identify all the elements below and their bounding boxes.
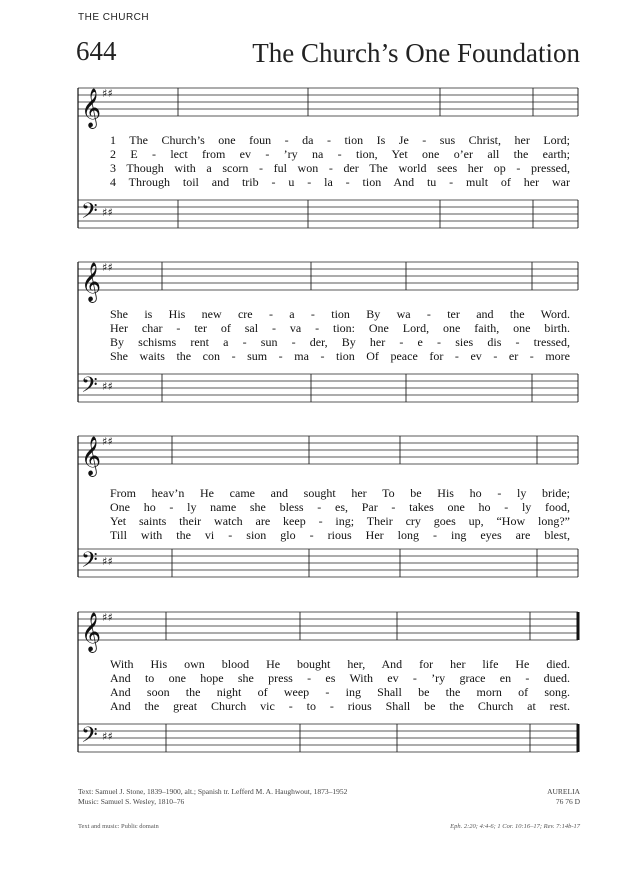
music-credit: Music: Samuel S. Wesley, 1810–76: [78, 797, 185, 806]
scripture-references: Eph. 2:20; 4:4-6; 1 Cor. 10:16–17; Rev. 7:14b-17: [450, 823, 580, 830]
treble-clef-icon: 𝄞: [81, 612, 102, 652]
lyric-line: 2 E - lect from ev - ’ry na - tion, Yet one o’er all the earth;: [110, 147, 570, 161]
lyric-line: One ho - ly name she bless - es, Par - takes one ho - ly food,: [110, 500, 570, 514]
two-sharps-icon: ♯♯: [102, 730, 113, 743]
lyric-line: 3 Though with a scorn - ful won - der The world sees her op - pressed,: [110, 161, 570, 175]
lyric-line: She is His new cre - a - tion By wa - ter and the Word.: [110, 307, 570, 321]
bass-clef-icon: 𝄢: [81, 199, 98, 229]
lyric-line: She waits the con - sum - ma - tion Of peace for - ev - er - more: [110, 349, 570, 363]
tune-info: [547, 787, 580, 807]
two-sharps-icon: ♯♯: [102, 261, 113, 274]
tune-name: AURELIA: [547, 787, 580, 796]
two-sharps-icon: ♯♯: [102, 380, 113, 393]
bass-clef-icon: 𝄢: [81, 548, 98, 578]
lyric-line: And the great Church vic - to - rious Shall be the Church at rest.: [110, 699, 570, 713]
treble-clef-icon: 𝄞: [81, 88, 102, 128]
tune-meter: 76 76 D: [555, 797, 580, 806]
lyric-line: Till with the vi - sion glo - rious Her long - ing eyes are blest,: [110, 528, 570, 542]
two-sharps-icon: ♯♯: [102, 611, 113, 624]
treble-clef-icon: 𝄞: [81, 436, 102, 476]
lyric-line: With His own blood He bought her, And for her life He died.: [110, 657, 570, 671]
credits: [78, 787, 347, 807]
treble-clef-icon: 𝄞: [81, 262, 102, 302]
lyric-line: 4 Through toil and trib - u - la - tion And tu - mult of her war: [110, 175, 570, 189]
bass-clef-icon: 𝄢: [81, 373, 98, 403]
hymn-number: 644: [76, 36, 117, 66]
lyric-line: From heav’n He came and sought her To be His ho - ly bride;: [110, 486, 570, 500]
lyric-line: And to one hope she press - es With ev - ’ry grace en - dued.: [110, 671, 570, 685]
text-credit: Text: Samuel J. Stone, 1839–1900, alt.; Spanish tr. Lefferd M. A. Haughwout, 1873–1952: [78, 787, 348, 796]
lyric-line: Her char - ter of sal - va - tion: One Lord, one faith, one birth.: [110, 321, 570, 335]
section-label: THE CHURCH: [78, 12, 150, 23]
lyric-line: 1 The Church’s one foun - da - tion Is Je - sus Christ, her Lord;: [110, 133, 570, 147]
lyric-line: And soon the night of weep - ing Shall be the morn of song.: [110, 685, 570, 699]
two-sharps-icon: ♯♯: [102, 206, 113, 219]
two-sharps-icon: ♯♯: [102, 435, 113, 448]
two-sharps-icon: ♯♯: [102, 555, 113, 568]
lyric-line: Yet saints their watch are keep - ing; Their cry goes up, “How long?”: [110, 514, 570, 528]
copyright-note: Text and music: Public domain: [78, 823, 159, 830]
lyric-line: By schisms rent a - sun - der, By her - e - sies dis - tressed,: [110, 335, 570, 349]
two-sharps-icon: ♯♯: [102, 87, 113, 100]
hymn-title: The Church’s One Foundation: [252, 38, 580, 68]
bass-clef-icon: 𝄢: [81, 723, 98, 753]
